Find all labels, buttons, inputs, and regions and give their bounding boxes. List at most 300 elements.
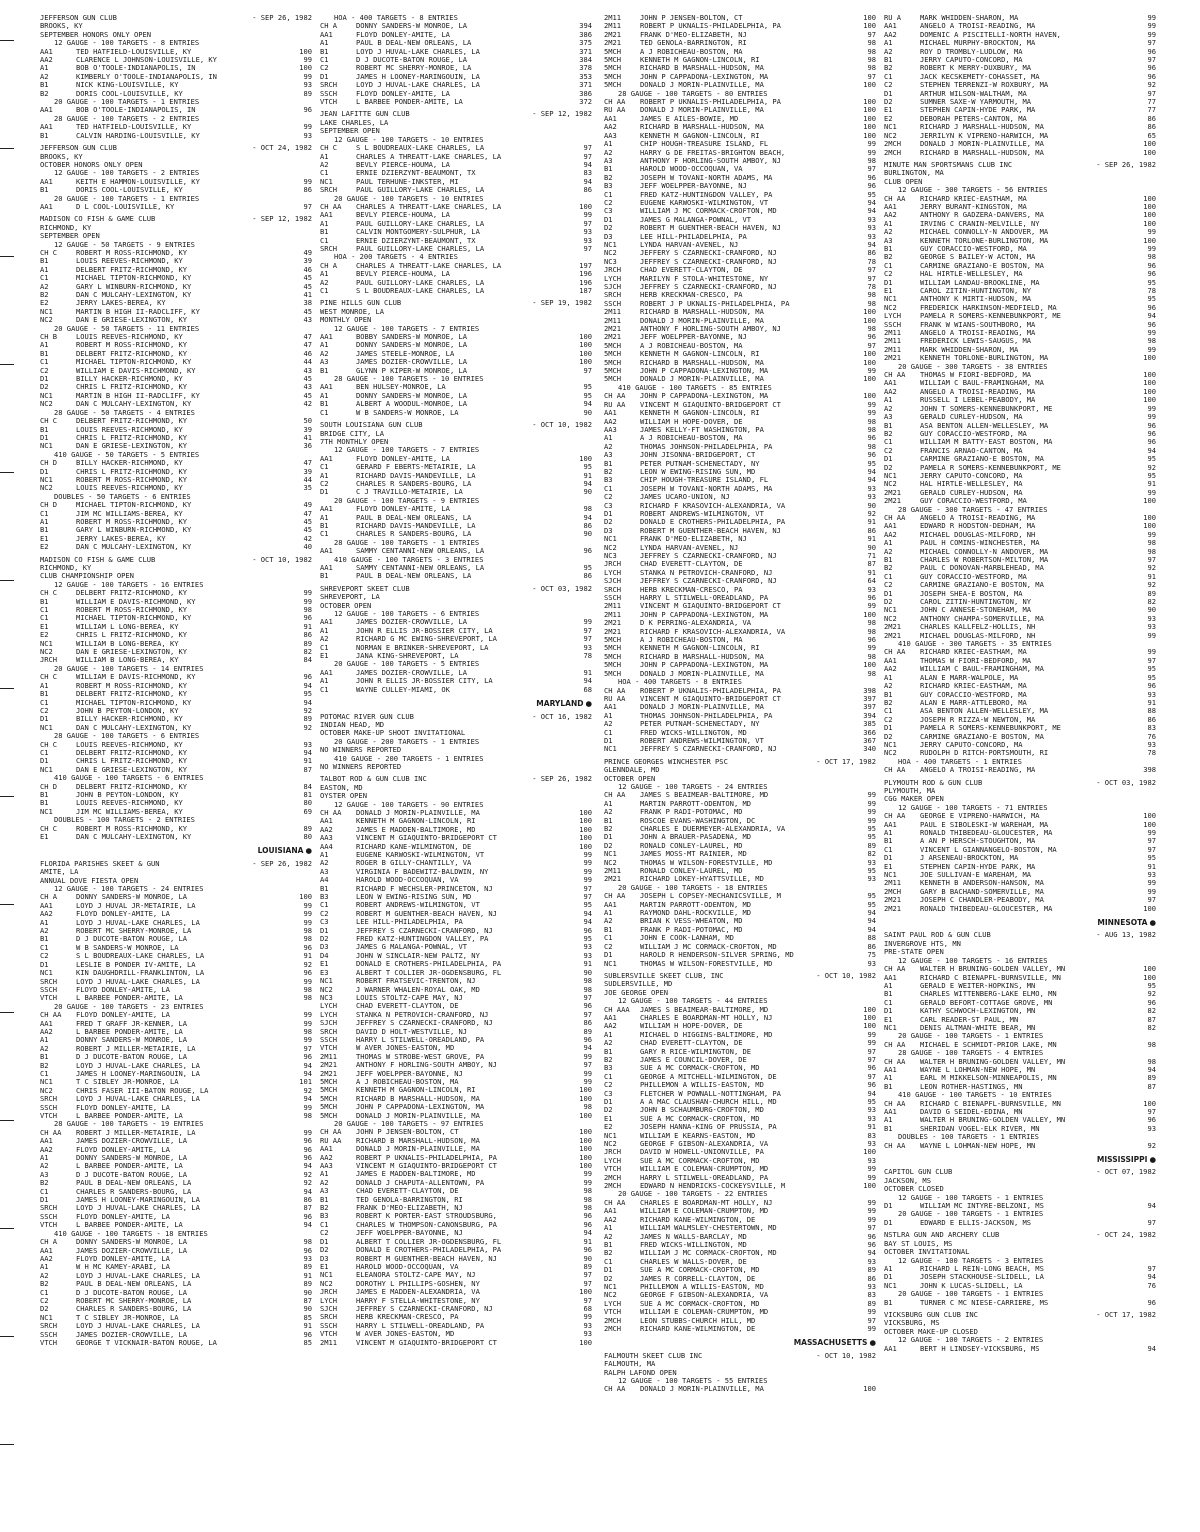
club-name: PRINCE GEORGES WINCHESTER PSC [604, 756, 728, 766]
score: 44 [303, 357, 312, 367]
shooter-name: JEFFREY S CZARNECKI-CRANFORD, NJ [640, 577, 777, 586]
class-code: D1 [604, 214, 613, 224]
club-info: 7TH MONTHLY OPEN [320, 436, 389, 446]
score: 90 [867, 542, 876, 552]
result-row [884, 329, 1156, 337]
score: 96 [583, 1245, 592, 1255]
result-row [40, 308, 312, 316]
score: 97 [1147, 555, 1156, 564]
score: 394 [863, 710, 876, 720]
class-code: 2M11 [884, 336, 902, 346]
club-date: - OCT 10, 1982 [816, 1350, 876, 1360]
result-row [320, 1196, 592, 1204]
class-code: CH AA [884, 765, 906, 775]
result-row [604, 233, 876, 241]
class-code: AA1 [320, 546, 333, 556]
result-row [320, 1145, 592, 1153]
club-date: - SEP 26, 1982 [252, 13, 312, 22]
shooter-name: JEFFREY S CZARNECKI-CRANFORD, NJ [640, 745, 777, 754]
shooter-name: S L BOUDREAUX-LAKE CHARLES, LA [76, 952, 205, 961]
club-name: TALBOT ROD & GUN CLUB INC [320, 774, 427, 784]
score: 99 [867, 1164, 876, 1174]
shooter-name: WILLIAM LANDAU-BROOKLINE, MA [920, 278, 1040, 287]
class-code: SJCH [604, 282, 622, 291]
club-info: GLENNDALE, MD [604, 765, 660, 775]
result-row [604, 1157, 876, 1165]
score: 98 [583, 984, 592, 994]
class-code: AA2 [604, 1021, 617, 1031]
result-row [604, 182, 876, 190]
result-row [40, 1011, 312, 1019]
result-row [320, 952, 592, 960]
result-row [604, 39, 876, 47]
score: 86 [867, 1273, 876, 1283]
event-header: 20 GAUGE - 100 TARGETS - 14 ENTRIES [54, 663, 204, 673]
score: 92 [1147, 563, 1156, 573]
class-code: B1 [40, 798, 49, 808]
score: 98 [867, 441, 876, 451]
result-row [884, 262, 1156, 270]
class-code: C1 [604, 483, 613, 493]
class-code: B1 [40, 596, 49, 606]
score: 97 [583, 1060, 592, 1070]
score: 97 [1147, 844, 1156, 854]
class-code: NC1 [884, 470, 897, 480]
result-row [884, 863, 1156, 871]
shooter-name: JOSEPH W TOVANI-NORTH ADAMS, MA [640, 484, 773, 493]
shooter-name: CHARLES W THOMPSON-CANONSBURG, PA [356, 1220, 497, 1229]
result-row [320, 472, 592, 480]
class-code: AA2 [884, 664, 897, 674]
class-code: LYCH [604, 273, 622, 283]
shooter-name: RICHARD J MARSHALL-HUDSON, MA [920, 123, 1044, 132]
shooter-name: W AVER JONES-EASTON, MD [356, 1330, 455, 1339]
shooter-name: CHARLES KALLFELZ-HOLLIS, NH [920, 623, 1036, 632]
class-code: NC1 [40, 764, 53, 774]
class-code: C1 [884, 260, 893, 270]
event-header: 12 GAUGE - 100 TARGETS - 7 ENTRIES [334, 445, 480, 455]
score: 97 [303, 1043, 312, 1053]
class-code: SJCH [604, 576, 622, 586]
result-row [884, 1066, 1156, 1074]
class-code: A1 [320, 512, 329, 522]
result-row [604, 249, 876, 257]
club-info: PRE-STATE OPEN [884, 947, 944, 957]
class-code: A1 [884, 1263, 893, 1273]
score: 98 [303, 926, 312, 936]
shooter-name: WILLIAM E DAVIS-RICHMOND, KY [76, 673, 196, 682]
shooter-name: DONNY SANDERS-W MONROE, LA [356, 341, 468, 350]
shooter-name: ROBERT P UKNALIS-PHILADELPHIA, PA [356, 1153, 497, 1162]
result-row [320, 977, 592, 985]
result-row [884, 556, 1156, 564]
class-code: B1 [884, 989, 893, 999]
class-code: C1 [604, 1256, 613, 1266]
shooter-name: WAYNE CULLEY-MIAMI, OK [356, 685, 450, 694]
score: 99 [583, 1076, 592, 1086]
score: 94 [583, 908, 592, 918]
shooter-name: ROSCOE EVANS-WASHINGTON, DC [640, 816, 756, 825]
score: 94 [303, 1161, 312, 1171]
score: 100 [1143, 512, 1156, 522]
score: 98 [867, 626, 876, 636]
class-code: AA1 [884, 378, 897, 388]
score: 394 [579, 21, 592, 31]
score: 83 [583, 168, 592, 178]
score: 384 [579, 55, 592, 65]
class-code: E1 [320, 1261, 329, 1271]
club-info: OCTOBER MAKE-UP SHOOT INVITATIONAL [320, 728, 466, 738]
shooter-name: JOHN P JENSEN-BOLTON, CT [640, 14, 743, 22]
result-row [884, 606, 1156, 614]
score: 96 [1147, 302, 1156, 312]
class-code: D1 [884, 588, 893, 598]
result-row [320, 1128, 592, 1136]
score: 371 [579, 46, 592, 56]
score: 98 [867, 46, 876, 56]
score: 86 [1147, 122, 1156, 132]
result-row [604, 800, 876, 808]
result-row [604, 56, 876, 64]
shooter-name: RICHARD KRIEC-EASTHAM, MA [920, 648, 1027, 657]
result-row [40, 1255, 312, 1263]
margin-tick [0, 580, 14, 581]
class-code: E1 [884, 105, 893, 115]
shooter-name: RICHARD KANE-WILMINGTON, DE [640, 1215, 756, 1224]
result-row [40, 952, 312, 960]
score: 93 [303, 1253, 312, 1263]
shooter-name: JAMES G MALANGA-POWNAL, VT [356, 943, 468, 952]
score: 92 [867, 508, 876, 518]
shooter-name: LOYD J HUVAL-LAKE CHARLES, LA [76, 1204, 200, 1213]
class-code: SRCH [604, 290, 622, 300]
shooter-name: W B SANDERS-W MONROE, LA [76, 943, 179, 952]
class-code: C2 [40, 951, 49, 961]
class-code: A1 [320, 1169, 329, 1179]
result-row [884, 573, 1156, 581]
class-code: AA1 [320, 210, 333, 220]
score: 99 [303, 976, 312, 986]
class-code: C1 [884, 571, 893, 581]
result-row [40, 690, 312, 698]
club-date: - SEP 12, 1982 [532, 109, 592, 119]
score: 76 [1147, 1280, 1156, 1290]
class-code: CH AA [604, 685, 626, 695]
shooter-name: LEON ROTHER-HASTINGS, MN [920, 1082, 1023, 1091]
result-row [604, 1385, 876, 1393]
column-3 [604, 14, 876, 1394]
result-row [604, 106, 876, 114]
class-code: CH C [40, 672, 58, 682]
score: 100 [1143, 193, 1156, 203]
shooter-name: THOMAS W WILSON-FORESTVILLE, MD [640, 858, 773, 867]
class-code: D1 [320, 71, 329, 81]
shooter-name: FLOYD DONLEY-AMITE, LA [76, 1145, 170, 1154]
shooter-name: SUE A MC CORMACK-CROFTON, MD [640, 1299, 760, 1308]
class-code: CH A [320, 260, 338, 270]
class-code: 2M21 [884, 496, 902, 506]
result-row [40, 910, 312, 918]
score: 50 [303, 416, 312, 426]
class-code: B1 [40, 789, 49, 799]
score: 96 [303, 1136, 312, 1146]
score: 99 [867, 601, 876, 611]
class-code: B1 [40, 185, 49, 195]
class-code: 2M21 [604, 29, 622, 39]
score: 340 [863, 744, 876, 754]
result-row [40, 978, 312, 986]
class-code: D2 [604, 517, 613, 527]
class-code: A1 [884, 1115, 893, 1125]
shooter-name: ROBERT P UKNALIS-PHILADELPHIA, PA [640, 686, 781, 695]
margin-tick [0, 256, 14, 257]
result-row [320, 564, 592, 572]
event-header: 20 GAUGE - 100 TARGETS - 97 ENTRIES [334, 1119, 484, 1128]
score: 94 [1147, 311, 1156, 321]
club-date: - SEP 26, 1982 [1096, 159, 1156, 169]
score: 94 [867, 197, 876, 207]
score: 367 [863, 735, 876, 745]
class-code: NC1 [40, 441, 53, 451]
score: 100 [1143, 210, 1156, 220]
class-code: C1 [884, 844, 893, 854]
shooter-name: T C SIBLEY JR-MONROE, LA [76, 1313, 179, 1322]
result-row [320, 169, 592, 177]
score: 83 [1147, 723, 1156, 733]
result-row [320, 1229, 592, 1237]
shooter-name: ROBERT M ROSS-RICHMOND, KY [76, 824, 188, 833]
score: 90 [1147, 605, 1156, 615]
club-info: MONTHLY OPEN [320, 315, 372, 325]
score: 99 [303, 909, 312, 919]
result-row [40, 833, 312, 841]
result-row [884, 879, 1156, 887]
shooter-name: PAUL GUILLORY-LAKE CHARLES, LA [356, 219, 485, 228]
result-row [884, 464, 1156, 472]
result-row [884, 1074, 1156, 1082]
club-info: OCTOBER OPEN [604, 773, 656, 783]
score: 78 [583, 651, 592, 661]
shooter-name: LOUIS REEVES-RICHMOND, KY [76, 257, 183, 266]
result-row [884, 447, 1156, 455]
result-row [320, 90, 592, 98]
result-row [604, 1258, 876, 1266]
class-code: CH AA [40, 1127, 62, 1137]
margin-ticks [0, 0, 20, 1532]
class-code: AA2 [884, 529, 897, 539]
score: 49 [303, 247, 312, 257]
class-code: SJCH [320, 1303, 338, 1313]
result-row [40, 48, 312, 56]
score: 93 [303, 80, 312, 90]
score: 95 [583, 934, 592, 944]
score: 100 [863, 660, 876, 670]
result-row [320, 505, 592, 513]
result-row [884, 48, 1156, 56]
score: 100 [1143, 521, 1156, 531]
score: 99 [303, 122, 312, 132]
class-code: E1 [884, 1014, 893, 1024]
shooter-name: JOSEPH HANNA-KING OF PRUSSIA, PA [640, 1123, 777, 1132]
result-row [884, 846, 1156, 854]
result-row [40, 902, 312, 910]
result-row [320, 211, 592, 219]
result-row [320, 859, 592, 867]
shooter-name: ROBERT J P UKNALIS-PHILADELPHIA, PA [640, 299, 790, 308]
class-code: LYCH [320, 1009, 338, 1019]
score: 82 [1147, 597, 1156, 607]
margin-tick [0, 904, 14, 905]
result-row [40, 606, 312, 614]
shooter-name: RONALD THIBEDEAU-GLOUCESTER, MA [920, 904, 1053, 913]
result-row [884, 974, 1156, 982]
result-row [40, 333, 312, 341]
club-date: - OCT 03, 1982 [532, 583, 592, 593]
shooter-name: DAVID D HOLT-WESTVILLE, NJ [356, 1027, 468, 1036]
shooter-name: MARK WHIDDEN-SHARON, MA [920, 14, 1019, 22]
class-code: VTCH [40, 1111, 58, 1120]
result-row [884, 39, 1156, 47]
class-code: 2M11 [884, 344, 902, 354]
result-row [40, 783, 312, 791]
score: 93 [867, 492, 876, 502]
score: 91 [583, 1236, 592, 1246]
shooter-name: LOYD J HUVAL-LAKE CHARLES, LA [76, 1271, 200, 1280]
result-row [320, 178, 592, 186]
shooter-name: CHAD EVERETT-CLAYTON, DE [640, 266, 743, 275]
score: 86 [1147, 113, 1156, 123]
shooter-name: ROBERT M GUENTHER-BEACH HAVEN, NJ [640, 526, 781, 535]
shooter-name: MICHAEL TIPTON-RICHMOND, KY [76, 274, 192, 283]
shooter-name: CALVIN MONTGOMERY-SULPHUR, LA [356, 228, 480, 237]
event-header: 12 GAUGE - 100 TARGETS - 55 ENTRIES [618, 1376, 768, 1385]
class-code: SRCH [320, 1026, 338, 1036]
class-code: 5MCH [604, 643, 622, 653]
score: 47 [303, 332, 312, 342]
shooter-name: BILLY HACKER-RICHMOND, KY [76, 459, 183, 468]
result-row [884, 1345, 1156, 1353]
score: 82 [1147, 1022, 1156, 1032]
shooter-name: WILLIAM H HOPE-DOVER, DE [640, 1022, 743, 1031]
score: 398 [1143, 765, 1156, 775]
result-row [320, 333, 592, 341]
result-row [40, 434, 312, 442]
shooter-name: ROGER B GILLY-CHANTILLY, VA [356, 859, 472, 868]
class-code: A1 [320, 676, 329, 686]
event-header: 20 GAUGE - 100 TARGETS - 1 ENTRIES [54, 97, 200, 107]
event-header: 12 GAUGE - 50 TARGETS - 9 ENTRIES [54, 239, 195, 249]
club-date: - OCT 10, 1982 [816, 970, 876, 980]
class-code: 5MCH [604, 357, 622, 367]
score: 89 [303, 638, 312, 648]
class-code: A1 [40, 680, 49, 690]
shooter-name: KENNETH M GAGNON-LINCOLN, RI [356, 1086, 476, 1095]
result-row [320, 400, 592, 408]
event-header: 12 GAUGE - 100 TARGETS - 24 ENTRIES [54, 884, 204, 894]
class-code: 5MCH [604, 63, 622, 73]
class-code: VTCH [40, 1220, 58, 1230]
shooter-name: ANGELO A TROISI-READING, MA [920, 329, 1036, 338]
result-row [884, 270, 1156, 278]
result-row [604, 611, 876, 619]
score: 100 [863, 97, 876, 107]
class-code: D1 [40, 432, 49, 442]
margin-tick [0, 472, 14, 473]
result-row [320, 1280, 592, 1288]
class-code: B1 [884, 1081, 893, 1091]
score: 91 [867, 534, 876, 544]
score: 99 [303, 176, 312, 186]
class-code: C1 [884, 71, 893, 81]
shooter-name: CHARLES E BOARDMAN-MT HOLLY, NJ [640, 1013, 773, 1022]
class-code: CH AA [884, 1056, 906, 1066]
result-row [884, 999, 1156, 1007]
score: 93 [867, 1256, 876, 1266]
score: 96 [867, 433, 876, 443]
shooter-name: RONALD THIBEDEAU-GLOUCESTER, MA [920, 829, 1053, 837]
score: 45 [303, 306, 312, 316]
score: 95 [867, 899, 876, 909]
score: 83 [867, 1290, 876, 1300]
shooter-name: D K PERRING-ALEXANDRIA, VA [640, 619, 752, 628]
event-header: 20 GAUGE - 100 TARGETS - 9 ENTRIES [334, 495, 480, 505]
shooter-name: DONALD J MORIN-PLAINVILLE, MA [356, 1111, 480, 1120]
result-row [884, 564, 1156, 572]
score: 100 [579, 833, 592, 843]
club-info: OCTOBER HONORS ONLY OPEN [40, 159, 143, 169]
score: 85 [303, 1312, 312, 1322]
shooter-name: WILLIAM M BATTY-EAST BOSTON, MA [920, 438, 1053, 447]
class-code: C1 [884, 997, 893, 1007]
margin-tick [0, 1444, 14, 1445]
class-code: A2 [884, 681, 893, 691]
score: 95 [867, 458, 876, 468]
shooter-name: RICHARD B MARSHALL-HUDSON, MA [356, 1094, 480, 1103]
class-code: D2 [604, 840, 613, 850]
result-row [40, 825, 312, 833]
shooter-name: DELBERT FRITZ-RICHMOND, KY [76, 589, 188, 598]
result-row [40, 476, 312, 484]
shooter-name: DELBERT FRITZ-RICHMOND, KY [76, 417, 188, 426]
score: 94 [583, 1228, 592, 1238]
score: 100 [863, 315, 876, 325]
shooter-name: A J ROBICHEAU-BOSTON, MA [640, 636, 743, 645]
shooter-name: FRED T GRAFF JR-KENNER, LA [76, 1019, 188, 1028]
score: 95 [1147, 470, 1156, 480]
score: 92 [1147, 580, 1156, 590]
shooter-name: DONNY SANDERS-W MONROE, LA [76, 893, 188, 902]
shooter-name: BEVLY PIERCE-HOUMA, LA [356, 270, 450, 279]
shooter-name: WAYNE L LOHMAN-NEW HOPE, MN [920, 1065, 1036, 1074]
event-header: DOUBLES - 50 TARGETS - 6 ENTRIES [54, 491, 191, 501]
result-row [884, 1273, 1156, 1281]
score: 94 [583, 512, 592, 522]
score: 353 [579, 71, 592, 81]
class-code: NC1 [320, 176, 333, 186]
result-row [40, 1078, 312, 1086]
shooter-name: RICHARD DAVIS-MANDEVILLE, LA [356, 521, 476, 530]
result-row [40, 1087, 312, 1095]
class-code: 5MCH [604, 668, 622, 678]
shooter-name: JOHN P JENSEN-BOLTON, CT [356, 1128, 459, 1137]
shooter-name: FRANK W WIANS-SOUTHBORO, MA [920, 320, 1036, 329]
score: 99 [583, 875, 592, 885]
class-code: AA1 [40, 1018, 53, 1028]
result-row [884, 90, 1156, 98]
club-info: BRIDGE CITY, LA [320, 428, 385, 438]
shooter-name: FLOYD DONLEY-AMITE, LA [356, 505, 450, 514]
class-code: E1 [40, 533, 49, 543]
